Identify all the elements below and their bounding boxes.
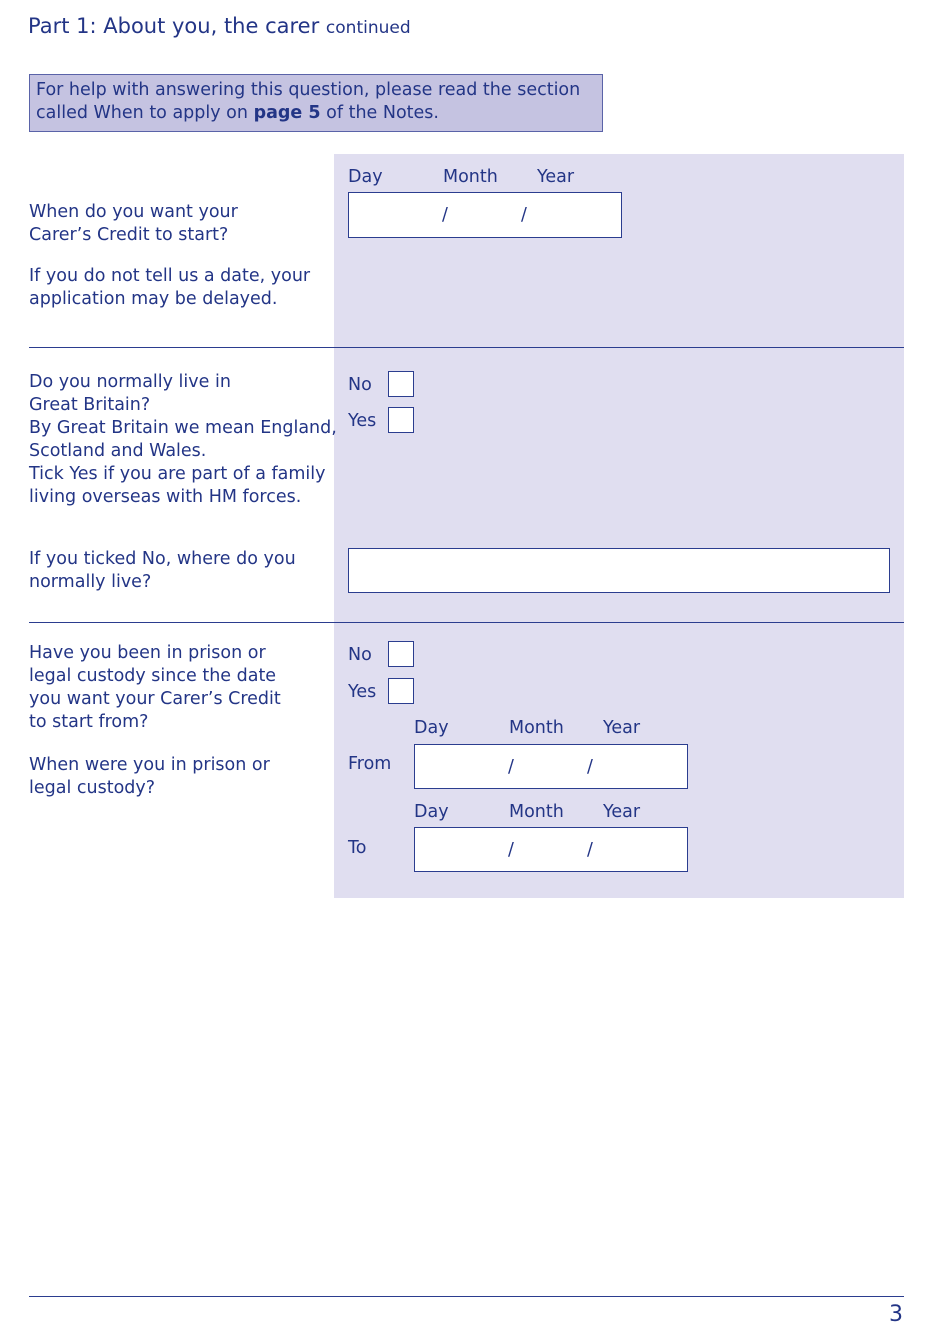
gb-yes-label: Yes [348, 411, 377, 431]
gb-no-label: No [348, 375, 372, 395]
year-label: Year [603, 718, 641, 738]
date-separator: / [587, 757, 593, 777]
gb-yes-checkbox[interactable] [388, 407, 414, 433]
date-separator: / [587, 840, 593, 860]
prison-question: Have you been in prison or legal custody since the date you want your Carer’s Credit to start from? [29, 643, 281, 732]
help-note-page-ref: page 5 [253, 103, 321, 123]
section-divider [29, 622, 904, 623]
prison-yes-label: Yes [348, 682, 377, 702]
to-label: To [348, 838, 367, 858]
day-label: Day [414, 802, 449, 822]
prison-yes-checkbox[interactable] [388, 678, 414, 704]
help-note [29, 74, 603, 132]
month-label: Month [443, 167, 498, 187]
live-in-gb-question [29, 371, 339, 509]
prison-from-date-input[interactable] [414, 744, 688, 789]
where-live-question: If you ticked No, where do you normally live? [29, 549, 296, 592]
help-note-text-end: of the Notes. [326, 103, 439, 123]
page-title-suffix: continued [325, 18, 411, 38]
start-date-input[interactable] [348, 192, 622, 238]
prison-to-date-input[interactable] [414, 827, 688, 872]
date-separator: / [442, 205, 448, 225]
day-label: Day [414, 718, 449, 738]
footer-rule [29, 1296, 904, 1297]
live-in-gb-detail: By Great Britain we mean England, Scotland and Wales. [29, 418, 337, 461]
page-title [28, 14, 411, 38]
start-date-question: When do you want your Carer’s Credit to start? [29, 202, 238, 245]
date-separator: / [508, 840, 514, 860]
page-title-text: Part 1: About you, the carer [28, 14, 320, 38]
day-label: Day [348, 167, 383, 187]
date-separator: / [508, 757, 514, 777]
start-date-note: If you do not tell us a date, your application may be delayed. [29, 266, 311, 309]
live-in-gb-question-text: Do you normally live in Great Britain? [29, 372, 231, 415]
page-number: 3 [889, 1302, 903, 1327]
gb-no-checkbox[interactable] [388, 371, 414, 397]
help-note-text: For help with answering this question, please read the section called When to apply on [36, 80, 581, 123]
year-label: Year [537, 167, 575, 187]
year-label: Year [603, 802, 641, 822]
prison-no-label: No [348, 645, 372, 665]
from-label: From [348, 754, 392, 774]
month-label: Month [509, 802, 564, 822]
prison-dates-question: When were you in prison or legal custody? [29, 755, 270, 798]
section-divider [29, 347, 904, 348]
month-label: Month [509, 718, 564, 738]
prison-no-checkbox[interactable] [388, 641, 414, 667]
date-separator: / [521, 205, 527, 225]
where-live-input[interactable] [348, 548, 890, 593]
live-in-gb-hm-forces-note: Tick Yes if you are part of a family living overseas with HM forces. [29, 464, 326, 507]
